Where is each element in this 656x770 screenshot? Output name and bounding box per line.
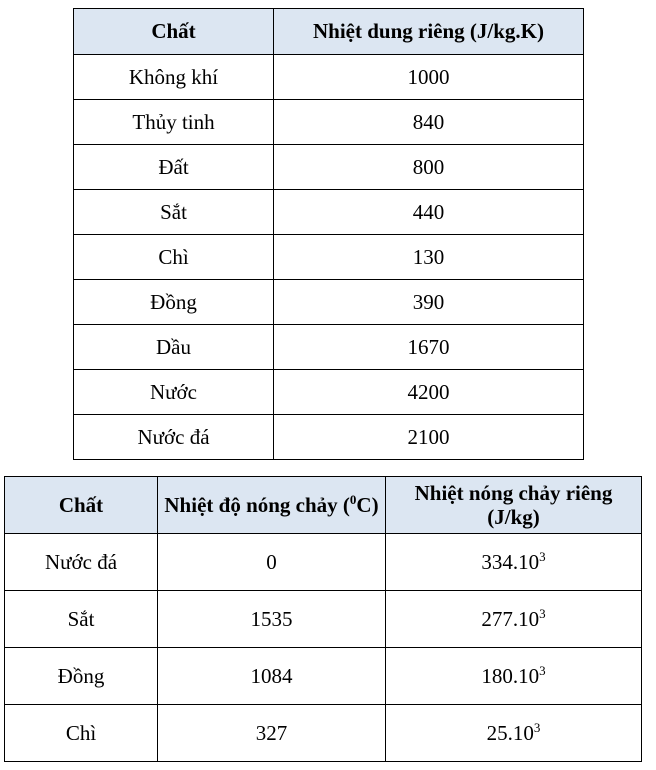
table-row bbox=[74, 55, 584, 100]
substance-cell: Đất bbox=[74, 145, 274, 190]
table-row bbox=[5, 534, 642, 591]
table-row bbox=[5, 705, 642, 762]
latent-heat-cell bbox=[386, 648, 642, 705]
table-row bbox=[5, 591, 642, 648]
value-cell: 390 bbox=[274, 280, 584, 325]
value-cell: 840 bbox=[274, 100, 584, 145]
melting-point-cell: 1084 bbox=[158, 648, 386, 705]
latent-heat-base: 25.10 bbox=[486, 720, 534, 745]
substance-cell: Dầu bbox=[74, 325, 274, 370]
value-cell: 440 bbox=[274, 190, 584, 235]
melting-table bbox=[4, 476, 642, 762]
latent-heat-base: 334.10 bbox=[481, 549, 540, 574]
table-row bbox=[74, 190, 584, 235]
value-cell: 1670 bbox=[274, 325, 584, 370]
substance-cell: Chì bbox=[5, 705, 158, 762]
substance-cell: Thủy tinh bbox=[74, 100, 274, 145]
latent-heat-exponent: 3 bbox=[533, 719, 541, 735]
table-row bbox=[74, 415, 584, 460]
table-row bbox=[74, 235, 584, 280]
table-row bbox=[5, 648, 642, 705]
header-row bbox=[5, 477, 642, 534]
header-melting-point bbox=[158, 477, 386, 534]
latent-heat-cell bbox=[386, 591, 642, 648]
value-cell: 4200 bbox=[274, 370, 584, 415]
substance-cell: Đồng bbox=[5, 648, 158, 705]
header-substance: Chất bbox=[5, 477, 158, 534]
latent-heat-cell bbox=[386, 705, 642, 762]
substance-cell: Sắt bbox=[5, 591, 158, 648]
latent-heat-exponent: 3 bbox=[539, 605, 546, 621]
table-row bbox=[74, 280, 584, 325]
substance-cell: Đồng bbox=[74, 280, 274, 325]
table-row bbox=[74, 100, 584, 145]
value-cell: 800 bbox=[274, 145, 584, 190]
header-row bbox=[74, 9, 584, 55]
header-melting-point-unit: C) bbox=[356, 493, 379, 517]
value-cell: 2100 bbox=[274, 415, 584, 460]
table-row bbox=[74, 325, 584, 370]
substance-cell: Chì bbox=[74, 235, 274, 280]
header-melting-point-text: Nhiệt độ nóng chảy ( bbox=[164, 493, 350, 517]
header-latent-heat: Nhiệt nóng chảy riêng (J/kg) bbox=[386, 477, 642, 534]
degree-superscript: 0 bbox=[349, 492, 357, 507]
specific-heat-table bbox=[73, 8, 584, 460]
substance-cell: Nước đá bbox=[74, 415, 274, 460]
value-cell: 130 bbox=[274, 235, 584, 280]
substance-cell: Không khí bbox=[74, 55, 274, 100]
substance-cell: Sắt bbox=[74, 190, 274, 235]
substance-cell: Nước bbox=[74, 370, 274, 415]
latent-heat-cell bbox=[386, 534, 642, 591]
table-row bbox=[74, 370, 584, 415]
melting-point-cell: 327 bbox=[158, 705, 386, 762]
melting-point-cell: 0 bbox=[158, 534, 386, 591]
latent-heat-exponent: 3 bbox=[539, 548, 546, 564]
latent-heat-base: 277.10 bbox=[481, 606, 540, 631]
table-row bbox=[74, 145, 584, 190]
header-substance: Chất bbox=[74, 9, 274, 55]
substance-cell: Nước đá bbox=[5, 534, 158, 591]
header-specific-heat: Nhiệt dung riêng (J/kg.K) bbox=[274, 9, 584, 55]
value-cell: 1000 bbox=[274, 55, 584, 100]
latent-heat-base: 180.10 bbox=[481, 663, 540, 688]
latent-heat-exponent: 3 bbox=[539, 662, 546, 678]
melting-point-cell: 1535 bbox=[158, 591, 386, 648]
